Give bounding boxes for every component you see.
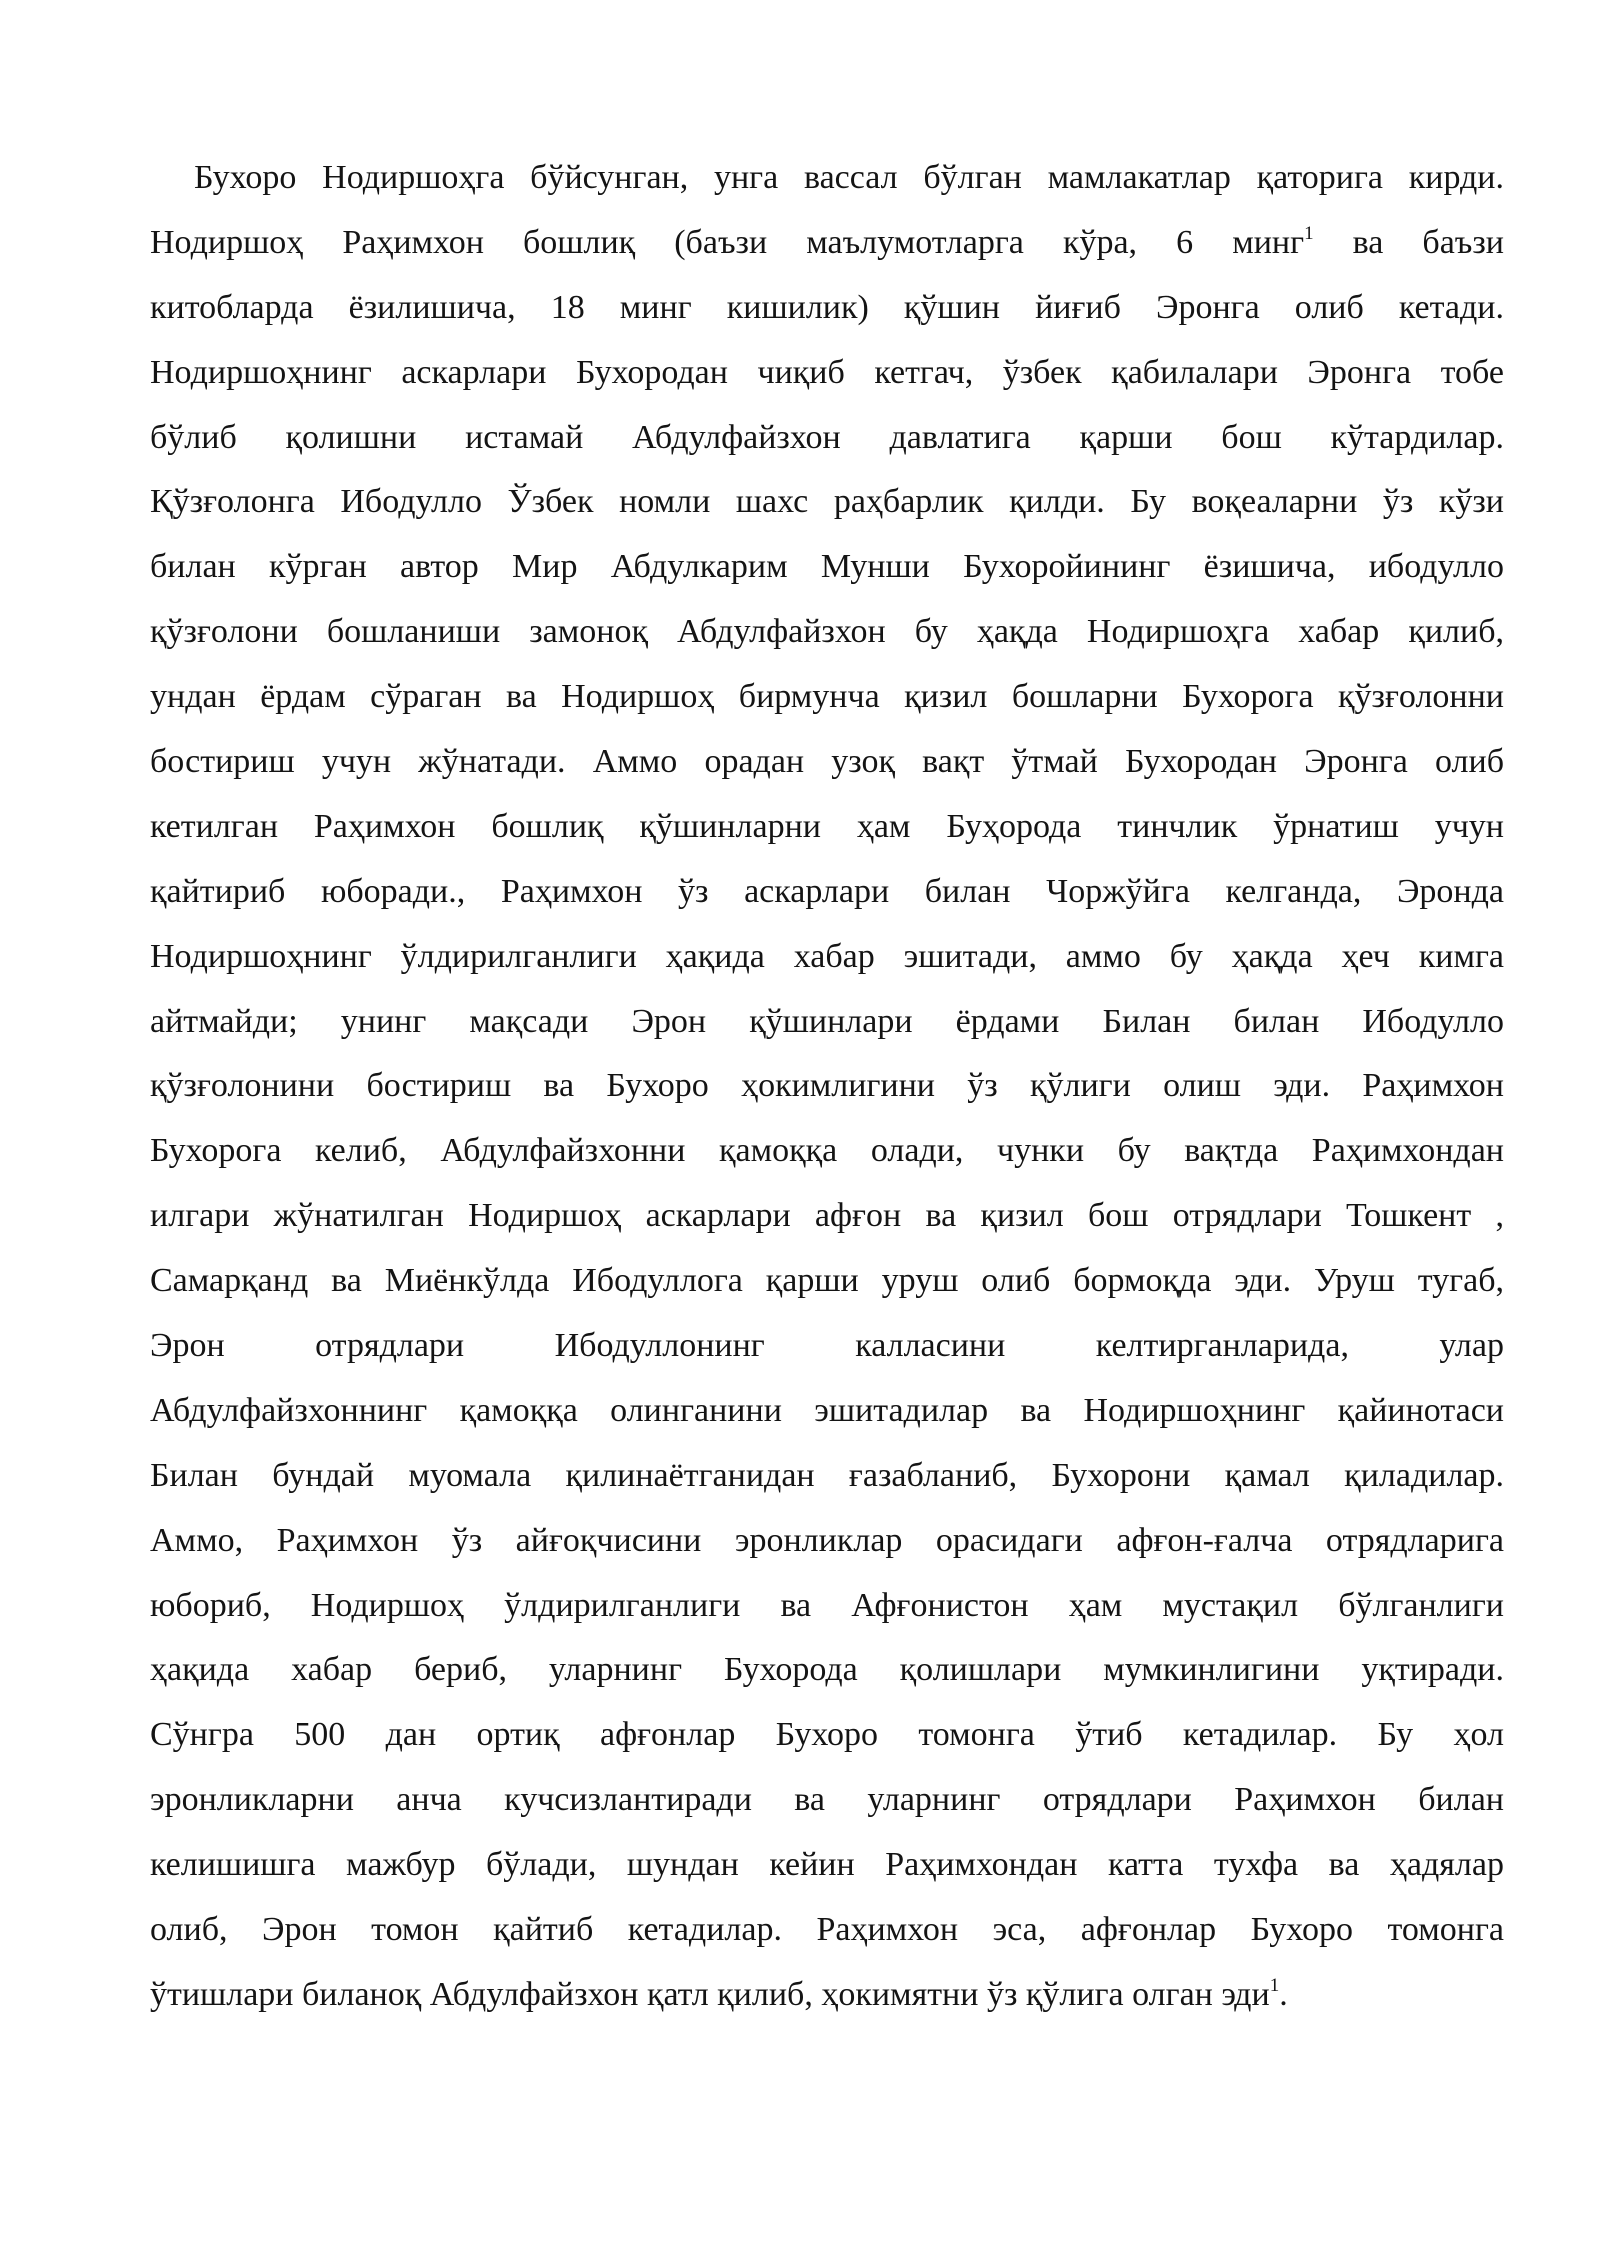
final-period: . [1279, 1975, 1288, 2013]
text-line-part: ва баъзи [1313, 223, 1505, 261]
text-line: бўлиб қолишни истамай Абдулфайзхон давлатига қарши бош кўтардилар. [150, 418, 1504, 456]
text-line-part: ўтишлари биланоқ Абдулфайзхон қатл қилиб, ҳокимятни ўз қўлига олган эди [150, 1975, 1270, 2013]
text-line: эронликларни анча кучсизлантиради ва уларнинг отрядлари Раҳимхон билан [150, 1781, 1504, 1819]
text-line: келишишга мажбур бўлади, шундан кейин Раҳимхондан катта тухфа ва ҳадялар [150, 1846, 1504, 1884]
footnote-marker: 1 [1269, 1974, 1280, 1996]
text-line: китобларда ёзилишича, 18 минг кишилик) қўшин йиғиб Эронга олиб кетади. [150, 288, 1504, 326]
text-line: кетилган Раҳимхон бошлиқ қўшинларни ҳам Буҳорода тинчлик ўрнатиш учун [150, 807, 1504, 845]
text-line: қўзғолони бошланиши замоноқ Абдулфайзхон бу ҳақда Нодиршоҳга хабар қилиб, [150, 613, 1504, 651]
text-line: Қўзғолонга Ибодулло Ўзбек номли шахс раҳбарлик қилди. Бу воқеаларни ўз кўзи [150, 483, 1504, 521]
text-line-part: Нодиршоҳ Раҳимхон бошлиқ (баъзи маълумотларга кўра, 6 минг [150, 223, 1305, 261]
text-line: Нодиршоҳнинг ўлдирилганлиги ҳақида хабар эшитади, аммо бу ҳақда ҳеч кимга [150, 937, 1504, 975]
text-line: билан кўрган автор Мир Абдулкарим Мунши Бухоройининг ёзишича, ибодулло [150, 548, 1504, 586]
text-line: ундан ёрдам сўраган ва Нодиршоҳ бирмунча қизил бошларни Бухорога қўзғолонни [150, 678, 1504, 716]
footnote-marker: 1 [1304, 222, 1314, 244]
text-line: юбориб, Нодиршоҳ ўлдирилганлиги ва Афғонистон ҳам мустақил бўлганлиги [150, 1586, 1504, 1624]
text-line: Сўнгра 500 дан ортиқ афғонлар Бухоро томонга ўтиб кетадилар. Бу ҳол [150, 1716, 1504, 1754]
text-line: олиб, Эрон томон қайтиб кетадилар. Раҳимхон эса, афғонлар Бухоро томонга [150, 1911, 1504, 1949]
text-line: Эрон отрядлари Ибодуллонинг калласини келтирганларида, улар [150, 1327, 1504, 1365]
text-line: ҳақида хабар бериб, уларнинг Бухорода қолишлари мумкинлигини уқтиради. [150, 1651, 1504, 1689]
text-line: Бухоро Нодиршоҳга бўйсунган, унга вассал бўлган мамлакатлар қаторига кирди. [194, 159, 1504, 196]
text-line: Абдулфайзхоннинг қамоққа олинганини эшитадилар ва Нодиршоҳнинг қайинотаси [150, 1391, 1504, 1429]
text-line: илгари жўнатилган Нодиршоҳ аскарлари афғон ва қизил бош отрядлари Тошкент , [150, 1197, 1504, 1235]
text-line: айтмайди; унинг мақсади Эрон қўшинлари ёрдами Билан билан Ибодулло [150, 1002, 1504, 1040]
text-line: Билан бундай муомала қилинаётганидан ғазабланиб, Бухорони қамал қиладилар. [150, 1456, 1504, 1494]
text-line: бостириш учун жўнатади. Аммо орадан узоқ вақт ўтмай Бухородан Эронга олиб [150, 743, 1504, 781]
text-line: Бухорога келиб, Абдулфайзхонни қамоққа олади, чунки бу вақтда Раҳимхондан [150, 1132, 1504, 1170]
text-line [150, 1963, 1504, 2028]
text-line: Нодиршоҳнинг аскарлари Бухородан чиқиб кетгач, ўзбек қабилалари Эронга тобе [150, 353, 1504, 391]
body-paragraph [150, 146, 1504, 2028]
text-line: қўзғолонини бостириш ва Бухоро ҳокимлигини ўз қўлиги олиш эди. Раҳимхон [150, 1067, 1504, 1105]
text-line: қайтириб юборади., Раҳимхон ўз аскарлари билан Чоржўйга келганда, Эронда [150, 872, 1504, 910]
text-line: Аммо, Раҳимхон ўз айғоқчисини эронликлар орасидаги афғон-ғалча отрядларига [150, 1521, 1504, 1559]
text-line: Самарқанд ва Миёнкўлда Ибодуллога қарши уруш олиб бормоқда эди. Уруш тугаб, [150, 1262, 1504, 1300]
text-line [150, 211, 1504, 276]
